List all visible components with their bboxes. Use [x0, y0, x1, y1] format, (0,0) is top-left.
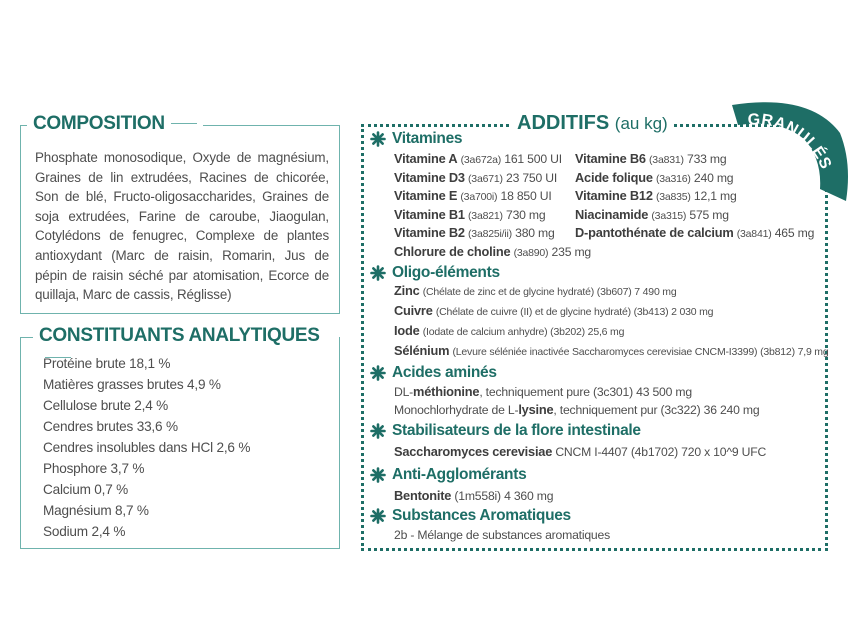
granules-badge: [730, 93, 850, 213]
section-stabilisateurs: Stabilisateurs de la flore intestinale: [370, 422, 641, 440]
constituants-list: [43, 353, 250, 542]
asterisk-icon: [370, 365, 386, 381]
stabilisateurs-line: Saccharomyces cerevisiae CNCM I-4407 (4b1702) 720 x 10^9 UFC: [394, 444, 767, 459]
vitamin-line: Vitamine E (3a700i) 18 850 UI: [394, 188, 552, 203]
section-anti-agglomerants: Anti-Agglomérants: [370, 466, 526, 484]
section-substances: Substances Aromatiques: [370, 507, 571, 525]
vitamin-line: Vitamine B12 (3a835) 12,1 mg: [575, 188, 737, 203]
list-item: Protéine brute 18,1 %: [43, 356, 171, 371]
vitamin-line: Vitamine A (3a672a) 161 500 UI: [394, 151, 562, 166]
composition-text: Phosphate monosodique, Oxyde de magnésium, Graines de lin extrudées, Racines de chicorée, Son de blé, Fructo-oligosaccharides, Graines de soja extrudées, Farine de caroube, Jiaogulan, Cotylédons de fenugrec, Complexe de plantes antioxydant (Marc de raisin, Romarin, Jus de pépin de raisin séché par atomisation, Ecorce de quillaja, Marc de cassis, Réglisse): [35, 150, 329, 303]
list-item: Calcium 0,7 %: [43, 482, 129, 497]
section-acides: Acides aminés: [370, 364, 497, 382]
vitamin-line: Vitamine B1 (3a821) 730 mg: [394, 206, 546, 222]
vitamin-line: Acide folique (3a316) 240 mg: [575, 169, 734, 185]
list-item: Matières grasses brutes 4,9 %: [43, 377, 221, 392]
anti-agglomerants-line: Bentonite (1m558i) 4 360 mg: [394, 488, 554, 503]
substances-line: 2b - Mélange de substances aromatiques: [394, 528, 610, 542]
list-item: Cendres insolubles dans HCl 2,6 %: [43, 440, 251, 455]
title-dash: [171, 123, 197, 124]
constituants-box: [20, 325, 340, 549]
list-item: Sodium 2,4 %: [43, 524, 126, 539]
list-item: Cendres brutes 33,6 %: [43, 419, 178, 434]
asterisk-icon: [370, 423, 386, 439]
badge-text: GRANULÉS: [747, 111, 835, 172]
asterisk-icon: [370, 508, 386, 524]
vitamin-line: Vitamine B2 (3a825i/ii) 380 mg: [394, 225, 555, 240]
list-item: Magnésium 8,7 %: [43, 503, 149, 518]
section-vitamines: Vitamines: [370, 130, 462, 148]
vitamin-line: Chlorure de choline (3a890) 235 mg: [394, 243, 591, 259]
oligo-line: Zinc (Chélate de zinc et de glycine hydraté) (3b607) 7 490 mg: [394, 283, 677, 298]
oligo-line: Iode (Iodate de calcium anhydre) (3b202) 25,6 mg: [394, 323, 625, 338]
oligo-line: Cuivre (Chélate de cuivre (II) et de glycine hydraté) (3b413) 2 030 mg: [394, 303, 714, 318]
list-item: Phosphore 3,7 %: [43, 461, 145, 476]
additifs-title: ADDITIFS (au kg): [511, 112, 674, 135]
vitamin-line: D-pantothénate de calcium (3a841) 465 mg: [575, 225, 815, 240]
asterisk-icon: [370, 265, 386, 281]
vitamin-line: Vitamine B6 (3a831) 733 mg: [575, 151, 727, 166]
constituants-title: CONSTITUANTS ANALYTIQUES: [33, 325, 339, 369]
composition-box: [20, 113, 340, 314]
acide-line: DL-méthionine, techniquement pure (3c301) 43 500 mg: [394, 384, 692, 399]
asterisk-icon: [370, 131, 386, 147]
composition-title: COMPOSITION: [27, 113, 203, 135]
vitamin-line: Niacinamide (3a315) 575 mg: [575, 206, 729, 222]
oligo-line: Sélénium (Levure séléniée inactivée Saccharomyces cerevisiae CNCM-I3399) (3b812) 7,9 mg: [394, 343, 829, 358]
section-oligo: Oligo-éléments: [370, 264, 500, 282]
list-item: Cellulose brute 2,4 %: [43, 398, 169, 413]
vitamin-line: Vitamine D3 (3a671) 23 750 UI: [394, 169, 558, 185]
asterisk-icon: [370, 467, 386, 483]
acide-line: Monochlorhydrate de L-lysine, techniquement pur (3c322) 36 240 mg: [394, 402, 760, 417]
